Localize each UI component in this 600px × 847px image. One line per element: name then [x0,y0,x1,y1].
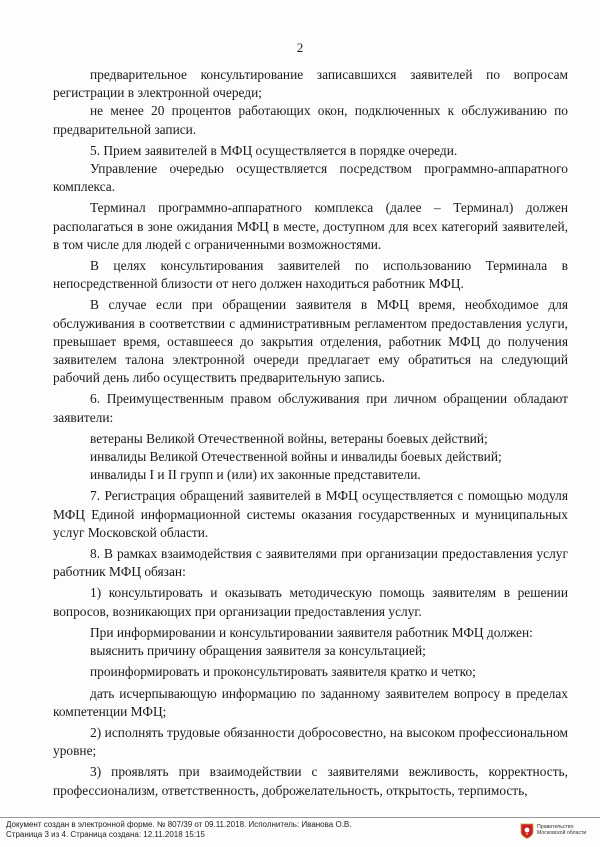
paragraph: 8. В рамках взаимодействия с заявителями при организации предоставления услуг работник МФЦ обязан: [53,546,568,580]
organization-name: Правительство Московской области [537,824,587,836]
page-number: 2 [296,40,304,55]
document-body [53,66,568,800]
coat-of-arms-icon [520,823,534,839]
paragraph: 3) проявлять при взаимодействии с заявителями вежливость, корректность, профессионализм, ответственность, доброжелательность, открытость, терпимость, [53,764,568,798]
paragraph: 7. Регистрация обращений заявителей в МФЦ осуществляется с помощью модуля МФЦ Единой информационной системы оказания государственных и муниципальных услуг Московской области. [53,488,568,540]
paragraph: 1) консультировать и оказывать методическую помощь заявителям в решении вопросов, возникающих при организации предоставления услуг. [53,585,568,619]
paragraph: Терминал программно-аппаратного комплекса (далее – Терминал) должен располагаться в зоне ожидания МФЦ в месте, доступном для всех категорий заявителей, в том числе для людей с ограниченными возможностями. [53,200,568,252]
paragraph: предварительное консультирование записавшихся заявителей по вопросам регистрации в электронной очереди; [53,67,568,101]
paragraph: В случае если при обращении заявителя в МФЦ время, необходимое для обслуживания в соответствии с административным регламентом предоставления услуги, превышает время, оставшееся до закрытия отделения, работник МФЦ до получения заявителем талона электронной очереди предлагает ему обратиться на следующий рабочий день либо осуществить предварительную запись. [53,297,568,386]
paragraph: 5. Прием заявителей в МФЦ осуществляется в порядке очереди. [90,142,458,158]
footer-divider [0,817,600,818]
paragraph: При информировании и консультировании заявителя работник МФЦ должен: [90,624,533,640]
paragraph: инвалиды I и II групп и (или) их законные представители. [90,467,421,483]
paragraph: 6. Преимущественным правом обслуживания при личном обращении обладают заявители: [53,391,568,425]
paragraph: дать исчерпывающую информацию по заданному заявителем вопросу в пределах компетенции МФЦ; [53,685,568,719]
paragraph: не менее 20 процентов работающих окон, подключенных к обслуживанию по предварительной записи. [53,103,568,137]
footer-document-info: Документ создан в электронной форме. № 807/39 от 09.11.2018. Исполнитель: Иванова О.В. [6,820,352,829]
paragraph: В целях консультирования заявителей по использованию Терминала в непосредственной близости от него должен находиться работник МФЦ. [53,258,568,292]
paragraph: 2) исполнять трудовые обязанности добросовестно, на высоком профессиональном уровне; [53,724,568,759]
document-footer [6,820,351,840]
paragraph: Управление очередью осуществляется посредством программно-аппаратного комплекса. [53,161,568,195]
paragraph: ветераны Великой Отечественной войны, ветераны боевых действий; [90,430,488,446]
paragraph: выяснить причину обращения заявителя за консультацией; [90,643,426,659]
footer-page-info: Страница 3 из 4. Страница создана: 12.11.2018 15:15 [6,830,205,839]
paragraph: инвалиды Великой Отечественной войны и инвалиды боевых действий; [90,449,502,465]
paragraph: проинформировать и проконсультировать заявителя кратко и четко; [90,664,476,680]
